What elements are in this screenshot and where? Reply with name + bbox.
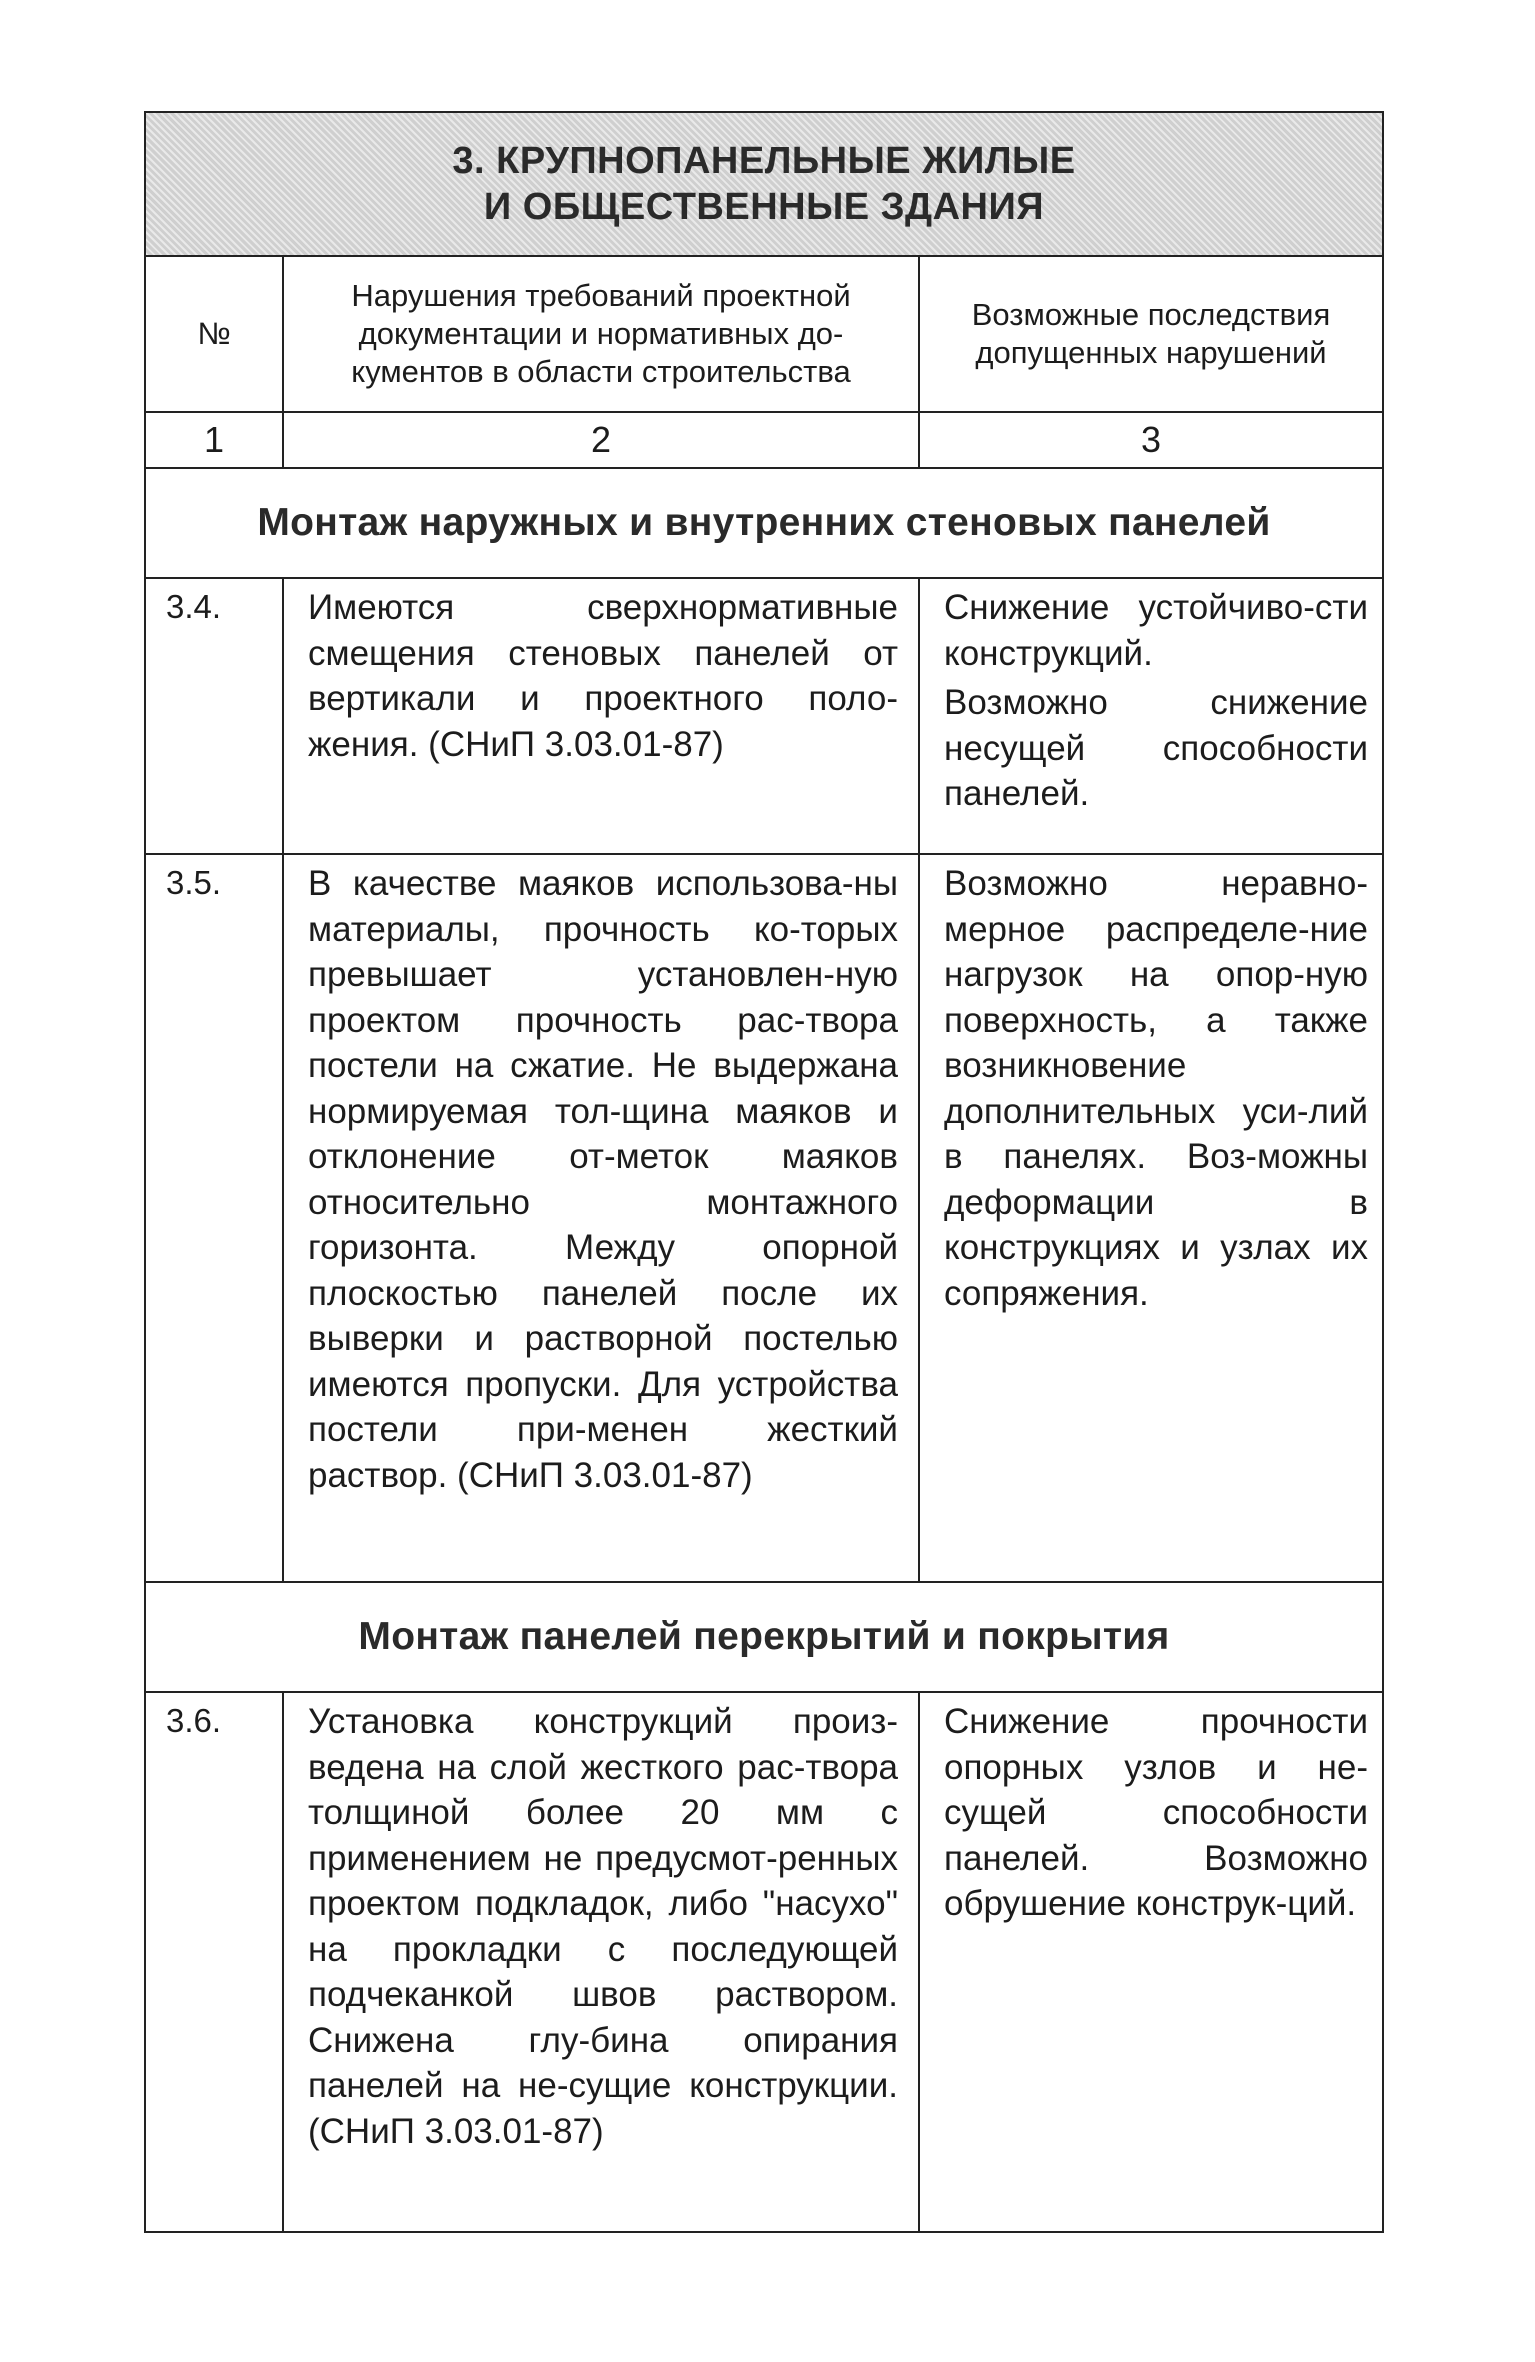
consequence-paragraph: Снижение прочности опорных узлов и не-сущей способности панелей. Возможно обрушение конструк-ций. [944,1702,1368,1923]
violation-text [284,855,920,1581]
consequence-paragraph: Возможно снижение несущей способности панелей. [944,683,1368,813]
column-number-row [146,413,1382,469]
column-header-violations: Нарушения требований проектной документации и нормативных до-кументов в области строительства [284,257,920,411]
consequence-paragraph: Возможно неравно-мерное распределе-ние нагрузок на опор-ную поверхность, а также возникновение дополнительных уси-лий в панелях. Воз-можны деформации в конструкциях и узлах их сопряжения. [944,864,1368,1313]
section-title-wall-panels: Монтаж наружных и внутренних стеновых панелей [146,469,1382,579]
consequence-paragraph: Снижение устойчиво-сти конструкций. [944,588,1368,673]
column-header-consequences: Возможные последствия допущенных нарушений [971,297,1331,370]
table-row [146,579,1382,855]
table-title-line-1: 3. КРУПНОПАНЕЛЬНЫЕ ЖИЛЫЕ [452,140,1076,182]
column-header-number: № [146,257,284,411]
table-title-line-2: И ОБЩЕСТВЕННЫЕ ЗДАНИЯ [483,186,1045,228]
column-number-1: 1 [146,413,284,467]
consequence-text [920,855,1382,1581]
violation-paragraph: В качестве маяков использова-ны материалы, прочность ко-торых превышает установлен-ную проектом прочность рас-твора постели на сжатие. Не выдержана нормируемая тол-щина маяков и отклонение от-меток маяков относительно монтажного горизонта. Между опорной плоскостью панелей после их выверки и растворной постелью имеются пропуски. Для устройства постели при-менен жесткий раствор. (СНиП 3.03.01-87) [308,864,898,1495]
row-number: 3.5. [146,855,284,1581]
violation-text [284,1693,920,2231]
column-number-3: 3 [1140,419,1162,460]
row-number: 3.6. [146,1693,284,2231]
violation-paragraph: Имеются сверхнормативные смещения стеновых панелей от вертикали и проектного поло-жения. (СНиП 3.03.01-87) [308,588,898,764]
consequence-text [920,1693,1382,2231]
row-number: 3.4. [146,579,284,853]
violation-paragraph: Установка конструкций произ-ведена на слой жесткого рас-твора толщиной более 20 мм с применением не предусмот-ренных проектом подкладок, либо "насухо" на прокладки с последующей подчеканкой швов раствором. Снижена глу-бина опирания панелей на не-сущие конструкции. (СНиП 3.03.01-87) [308,1702,898,2151]
table-row [146,1693,1382,2231]
column-header-row [146,257,1382,413]
table-row [146,855,1382,1583]
consequence-text [920,579,1382,853]
section-title-floor-panels: Монтаж панелей перекрытий и покрытия [146,1583,1382,1693]
table-title-band [146,113,1382,257]
violations-table [144,111,1384,2233]
violation-text [284,579,920,853]
column-number-2: 2 [284,413,920,467]
